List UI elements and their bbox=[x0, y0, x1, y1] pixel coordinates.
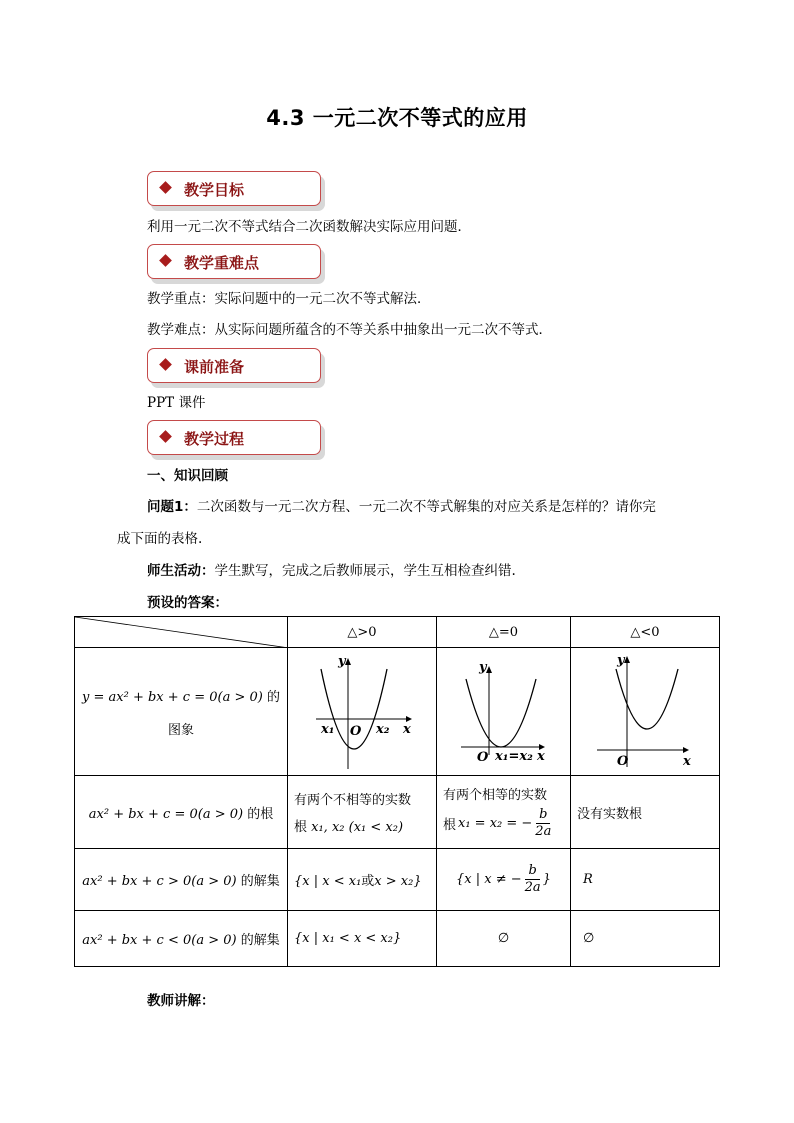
graph-cell-one-root bbox=[436, 648, 570, 776]
gt-row-suffix: 的解集 bbox=[236, 874, 280, 889]
roots-two-prefix: 根 bbox=[294, 820, 312, 835]
origin-label: O bbox=[350, 723, 362, 739]
section-label: 教学过程 bbox=[184, 430, 245, 448]
section-label: 教学目标 bbox=[184, 181, 245, 199]
lt-two-math: {x | x₁ < x < x₂} bbox=[294, 931, 402, 946]
graph-row-math: y = ax² + bx + c = 0(a > 0) bbox=[82, 689, 263, 705]
part1-heading: 一、知识回顾 bbox=[147, 468, 228, 484]
diagonal-line bbox=[75, 617, 288, 648]
row-label-gt bbox=[75, 849, 288, 911]
lt-cell-equal bbox=[436, 911, 570, 967]
section-header-prep bbox=[147, 348, 321, 383]
diamond-icon bbox=[159, 430, 172, 443]
origin-label: O bbox=[476, 749, 489, 765]
header-delta-zero: △=0 bbox=[436, 617, 570, 648]
row-label-graph bbox=[75, 648, 288, 776]
gt-row-math: ax² + bx + c > 0(a > 0) bbox=[82, 874, 237, 889]
question-1 bbox=[147, 497, 656, 517]
roots-equal-math: x₁ = x₂ = − bbox=[458, 816, 533, 831]
axis-y-label: y bbox=[616, 652, 625, 668]
section-header-key bbox=[147, 244, 321, 279]
lt-row-math: ax² + bx + c < 0(a > 0) bbox=[82, 933, 237, 948]
gt-equal-close: } bbox=[542, 872, 551, 887]
section-label: 教学重难点 bbox=[184, 254, 260, 272]
teacher-explain-label: 教师讲解： bbox=[147, 993, 215, 1009]
activity-text: 学生默写，完成之后教师展示，学生互相检查纠错. bbox=[214, 563, 516, 579]
section-header-process bbox=[147, 420, 321, 455]
difficulty-text: 教学难点：从实际问题所蕴含的不等关系中抽象出一元二次不等式． bbox=[147, 322, 552, 338]
roots-equal-line1: 有两个相等的实数 bbox=[442, 788, 547, 803]
roots-two-math: x₁, x₂ (x₁ < x₂) bbox=[311, 820, 404, 835]
lt-row-suffix: 的解集 bbox=[236, 933, 280, 948]
activity bbox=[147, 561, 516, 581]
root1-label: x₁ bbox=[321, 721, 335, 737]
fraction bbox=[535, 807, 551, 840]
diamond-icon bbox=[159, 254, 172, 267]
gt-cell-two bbox=[288, 849, 437, 911]
prep-text: PPT 课件 bbox=[147, 395, 206, 411]
empty-set-symbol: ∅ bbox=[582, 931, 595, 946]
gt-equal-math: {x | x ≠ − bbox=[456, 872, 522, 887]
row-label-roots bbox=[75, 776, 288, 849]
answer-label: 预设的答案： bbox=[147, 595, 228, 611]
roots-row-math: ax² + bx + c = 0(a > 0) bbox=[88, 806, 244, 822]
gt-two-or: 或 bbox=[361, 874, 375, 889]
activity-label: 师生活动： bbox=[147, 563, 215, 579]
gt-cell-none bbox=[570, 849, 719, 911]
roots-cell-equal bbox=[436, 776, 570, 849]
table-row-gt-solution bbox=[75, 849, 720, 911]
gt-two-math: {x | x < x₁ bbox=[294, 874, 362, 889]
empty-set-symbol: ∅ bbox=[497, 931, 510, 946]
lt-cell-two bbox=[288, 911, 437, 967]
axis-y-label: y bbox=[338, 653, 346, 669]
graph-cell-no-root bbox=[570, 648, 719, 776]
origin-label: O bbox=[616, 753, 629, 769]
roots-row-suffix: 的根 bbox=[243, 806, 274, 822]
question-1-cont: 成下面的表格. bbox=[117, 531, 203, 547]
roots-two-line1: 有两个不相等的实数 bbox=[294, 793, 412, 808]
diamond-icon bbox=[159, 358, 172, 371]
section-header-goal bbox=[147, 171, 321, 206]
graph-row-suffix: 的 bbox=[262, 689, 280, 705]
row-label-lt bbox=[75, 911, 288, 967]
roots-cell-two bbox=[288, 776, 437, 849]
diamond-icon bbox=[159, 181, 172, 194]
graph-cell-two-roots bbox=[288, 648, 437, 776]
axis-x-label: x bbox=[403, 721, 411, 737]
page-title: 4.3 一元二次不等式的应用 bbox=[266, 106, 528, 130]
fraction-numerator: b bbox=[525, 863, 539, 880]
root-equal-label: x₁=x₂ bbox=[494, 748, 533, 764]
fraction-numerator: b bbox=[536, 807, 550, 824]
question-text: 二次函数与一元二次方程、一元二次不等式解集的对应关系是怎样的？请你完 bbox=[196, 499, 656, 515]
axis-x-label: x bbox=[682, 753, 691, 769]
parabola-two-roots bbox=[288, 649, 435, 775]
axis-y-label: y bbox=[478, 659, 487, 675]
parabola-one-root bbox=[437, 649, 569, 775]
fraction-denominator: 2a bbox=[535, 824, 552, 839]
header-delta-positive: △>0 bbox=[288, 617, 437, 648]
diagonal-header-cell bbox=[75, 617, 288, 648]
fraction-denominator: 2a bbox=[524, 880, 541, 895]
roots-equal-prefix: 根 bbox=[442, 818, 456, 833]
table-header-row bbox=[75, 617, 720, 648]
fraction bbox=[525, 863, 541, 896]
parabola-no-root bbox=[571, 649, 718, 775]
section-label: 课前准备 bbox=[184, 358, 245, 376]
header-delta-negative: △<0 bbox=[570, 617, 719, 648]
roots-cell-none bbox=[570, 776, 719, 849]
graph-row-line2: 图象 bbox=[167, 722, 194, 738]
goal-text: 利用一元二次不等式结合二次函数解决实际应用问题． bbox=[147, 219, 471, 235]
gt-none-math: R bbox=[582, 872, 593, 887]
gt-two-math2: x > x₂} bbox=[374, 874, 422, 889]
roots-none-text: 没有实数根 bbox=[576, 806, 642, 822]
gt-cell-equal bbox=[436, 849, 570, 911]
key-point-text: 教学重点：实际问题中的一元二次不等式解法． bbox=[147, 291, 431, 307]
axis-x-label: x bbox=[536, 748, 545, 764]
lt-cell-none bbox=[570, 911, 719, 967]
root2-label: x₂ bbox=[376, 721, 390, 737]
table-row-graph bbox=[75, 648, 720, 776]
table-row-lt-solution bbox=[75, 911, 720, 967]
question-label: 问题1： bbox=[147, 499, 197, 515]
comparison-table bbox=[74, 616, 720, 967]
table-row-roots bbox=[75, 776, 720, 849]
